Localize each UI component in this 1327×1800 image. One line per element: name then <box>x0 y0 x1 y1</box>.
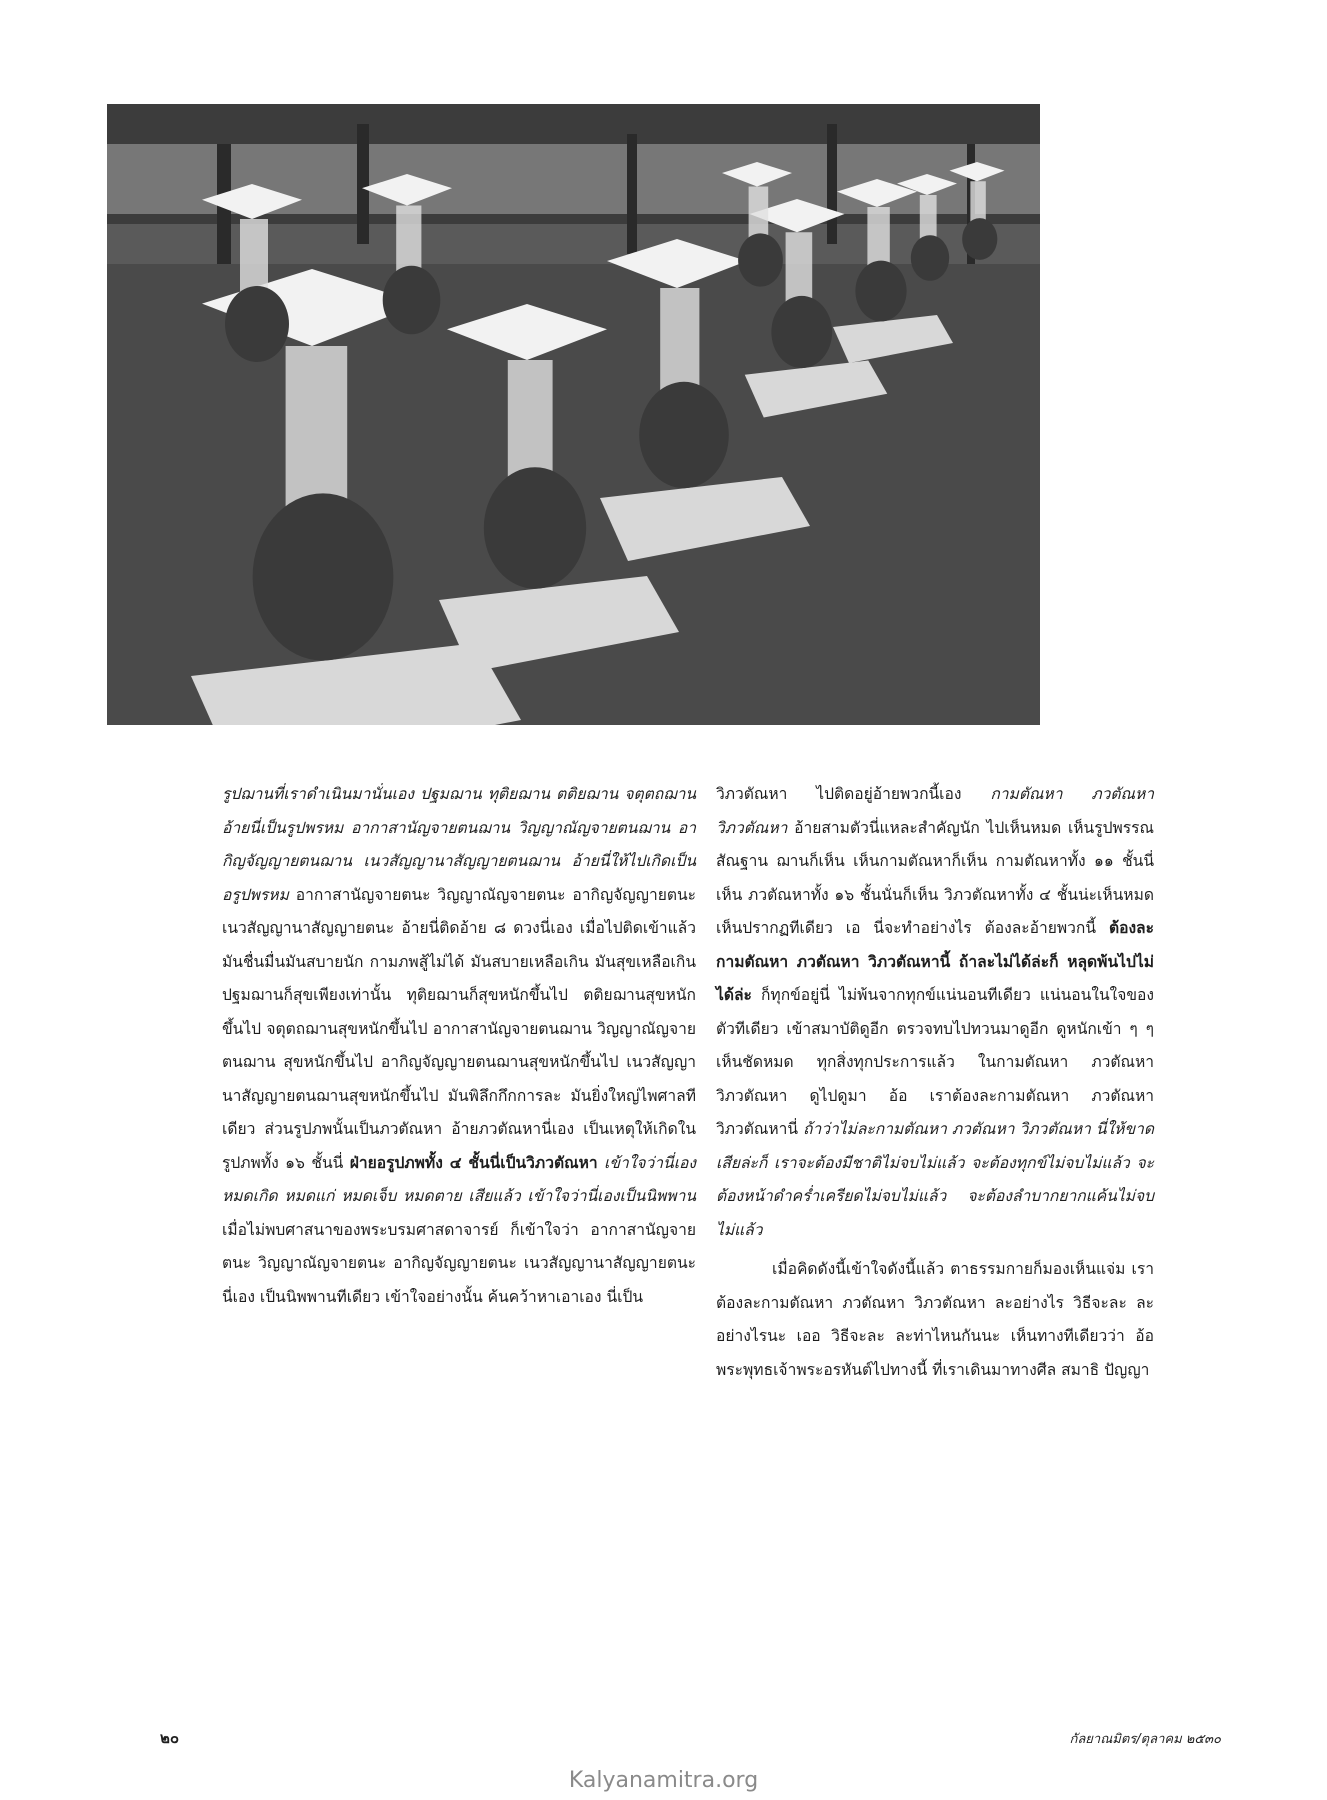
meditator-figure <box>383 266 441 334</box>
left-italic-passage-2: เข้าใจว่านี่เอง หมดเกิด หมดแก่ หมดเจ็บ หมดตาย เสียแล้ว เข้าใจว่านี่เองเป็นนิพพาน <box>222 1153 697 1205</box>
meditator-figure <box>253 493 394 660</box>
magazine-footer: กัลยาณมิตร/ตุลาคม ๒๕๓๐ <box>1069 1732 1221 1747</box>
meditator-figure <box>771 296 832 368</box>
meditator-figure <box>911 235 949 281</box>
tree-trunk <box>627 134 637 254</box>
page-number: ๒๐ <box>160 1729 180 1747</box>
right-paragraph-2: เมื่อคิดดังนี้เข้าใจดังนี้แล้ว ตาธรรมกายก็มองเห็นแจ่ม เราต้องละกามตัณหา ภวตัณหา วิภวตัณหา ละอย่างไร วิธีจะละ ละอย่างไรนะ เออ วิธีจะละ ละท่าไหนกันนะ เห็นทางทีเดียวว่า อ้อ พระพุทธเจ้าพระอรหันต์ไปทางนี้ ที่เราเดินมาทางศีล สมาธิ ปัญญา <box>716 1260 1154 1379</box>
meditator-figure <box>225 286 289 362</box>
meditator-figure <box>962 218 997 260</box>
site-watermark: Kalyanamitra.org <box>568 1768 759 1793</box>
tree-trunk <box>827 124 837 244</box>
meditator-figure <box>738 233 783 286</box>
meditator-figure <box>639 382 729 488</box>
left-italic-passage-1: รูปฌานที่เราดำเนินมานั่นเอง ปฐมฌาน ทุติยฌาน ตติยฌาน จตุตถฌาน อ้ายนี่เป็นรูปพรหม อากาสานัญจายตนฌาน วิญญาณัญจายตนฌาน อากิญจัญญายตนฌาน เนวสัญญานาสัญญายตนฌาน อ้ายนี่ให้ไปเกิดเป็นอรูปพรหม <box>222 785 696 904</box>
meditator-figure <box>855 261 906 322</box>
tree-trunk <box>357 124 369 244</box>
left-passage-1: อากาสานัญจายตนะ วิญญาณัญจายตนะ อากิญจัญญายตนะ เนวสัญญานาสัญญายตนะ อ้ายนี่ติดอ้าย ๘ ดวงนี่เอง เมื่อไปติดเข้าแล้วมันชื่นมื่นมันสบายนัก กามภพสู้ไม่ได้ มันสบายเหลือเกิน มันสุขเหลือเกิน ปฐมฌานก็สุขเพียงเท่านั้น ทุติยฌานก็สุขหนักขึ้นไป ตติยฌานสุขหนักขึ้นไป จตุตถฌานสุขหนักขึ้นไป อากาสานัญจายตนฌาน วิญญาณัญจายตนฌาน สุขหนักขึ้นไป อากิญจัญญายตนฌานสุขหนักขึ้นไป เนวสัญญานาสัญญายตนฌานสุขหนักขึ้นไป มันพิลึกกึกการละ มันยิ่งใหญ่ไพศาลทีเดียว ส่วนรูปภพนั้นเป็นภวตัณหา อ้ายภวตัณหานี่เอง เป็นเหตุให้เกิดในรูปภพทั้ง ๑๖ ชั้นนี่ <box>222 885 696 1172</box>
right-italic-passage-2: ถ้าว่าไม่ละกามตัณหา ภวตัณหา วิภวตัณหา นี่ให้ขาดเสียล่ะก็ เราจะต้องมีชาติไม่จบไม่แล้ว จะต้องทุกข์ไม่จบไม่แล้ว จะต้องหน้าดำคร่ำเครียดไม่จบไม่แล้ว จะต้องลำบากยากแค้นไม่จบไม่แล้ว <box>716 1120 1154 1239</box>
photo-illustration <box>107 104 1040 725</box>
right-passage-3: ก็ทุกข์อยู่นี่ ไม่พ้นจากทุกข์แน่นอนทีเดียว แน่นอนในใจของตัวทีเดียว เข้าสมาบัติดูอีก ตรวจทบไปทวนมาดูอีก ดูหนักเข้า ๆ ๆ เห็นชัดหมด ทุกสิ่งทุกประการแล้ว ในกามตัณหา ภวตัณหา วิภวตัณหา ดูไปดูมา อ้อ เราต้องละกามตัณหา ภวตัณหา วิภวตัณหานี่ <box>716 986 1154 1138</box>
left-bold-passage-1: ฝ่ายอรูปภพทั้ง ๔ ชั้นนี่เป็นวิภวตัณหา <box>349 1153 598 1172</box>
left-passage-2: เมื่อไม่พบศาสนาของพระบรมศาสดาจารย์ ก็เข้าใจว่า อากาสานัญจายตนะ วิญญาณัญจายตนะ อากิญจัญญายตนะ เนวสัญญานาสัญญายตนะ นี่เอง เป็นนิพพานทีเดียว เข้าใจอย่างนั้น ค้นคว้าหาเอาเอง นี่เป็น <box>222 1220 696 1306</box>
meditators-photo <box>107 104 1040 725</box>
right-passage-1: วิภวตัณหา ไปติดอยู่อ้ายพวกนี้เอง <box>716 785 991 803</box>
right-italic-passage-1: กามตัณหา ภวตัณหา วิภวตัณหา <box>716 785 1154 837</box>
right-text-column <box>716 778 1154 1387</box>
right-passage-2: อ้ายสามตัวนี่แหละสำคัญนัก ไปเห็นหมด เห็นรูปพรรณสัณฐาน ฌานก็เห็น เห็นกามตัณหาก็เห็น กามตัณหาทั้ง ๑๑ ชั้นนี่เห็น ภวตัณหาทั้ง ๑๖ ชั้นนั่นก็เห็น วิภวตัณหาทั้ง ๔ ชั้นน่ะเห็นหมด เห็นปรากฏทีเดียว เอ นี่จะทำอย่างไร ต้องละอ้ายพวกนี้ <box>716 818 1154 937</box>
right-bold-passage-1: ต้องละกามตัณหา ภวตัณหา วิภวตัณหานี้ ถ้าละไม่ได้ล่ะก็ หลุดพ้นไปไม่ได้ล่ะ <box>716 919 1154 1004</box>
meditator-figure <box>484 467 586 589</box>
left-text-column <box>222 778 696 1314</box>
